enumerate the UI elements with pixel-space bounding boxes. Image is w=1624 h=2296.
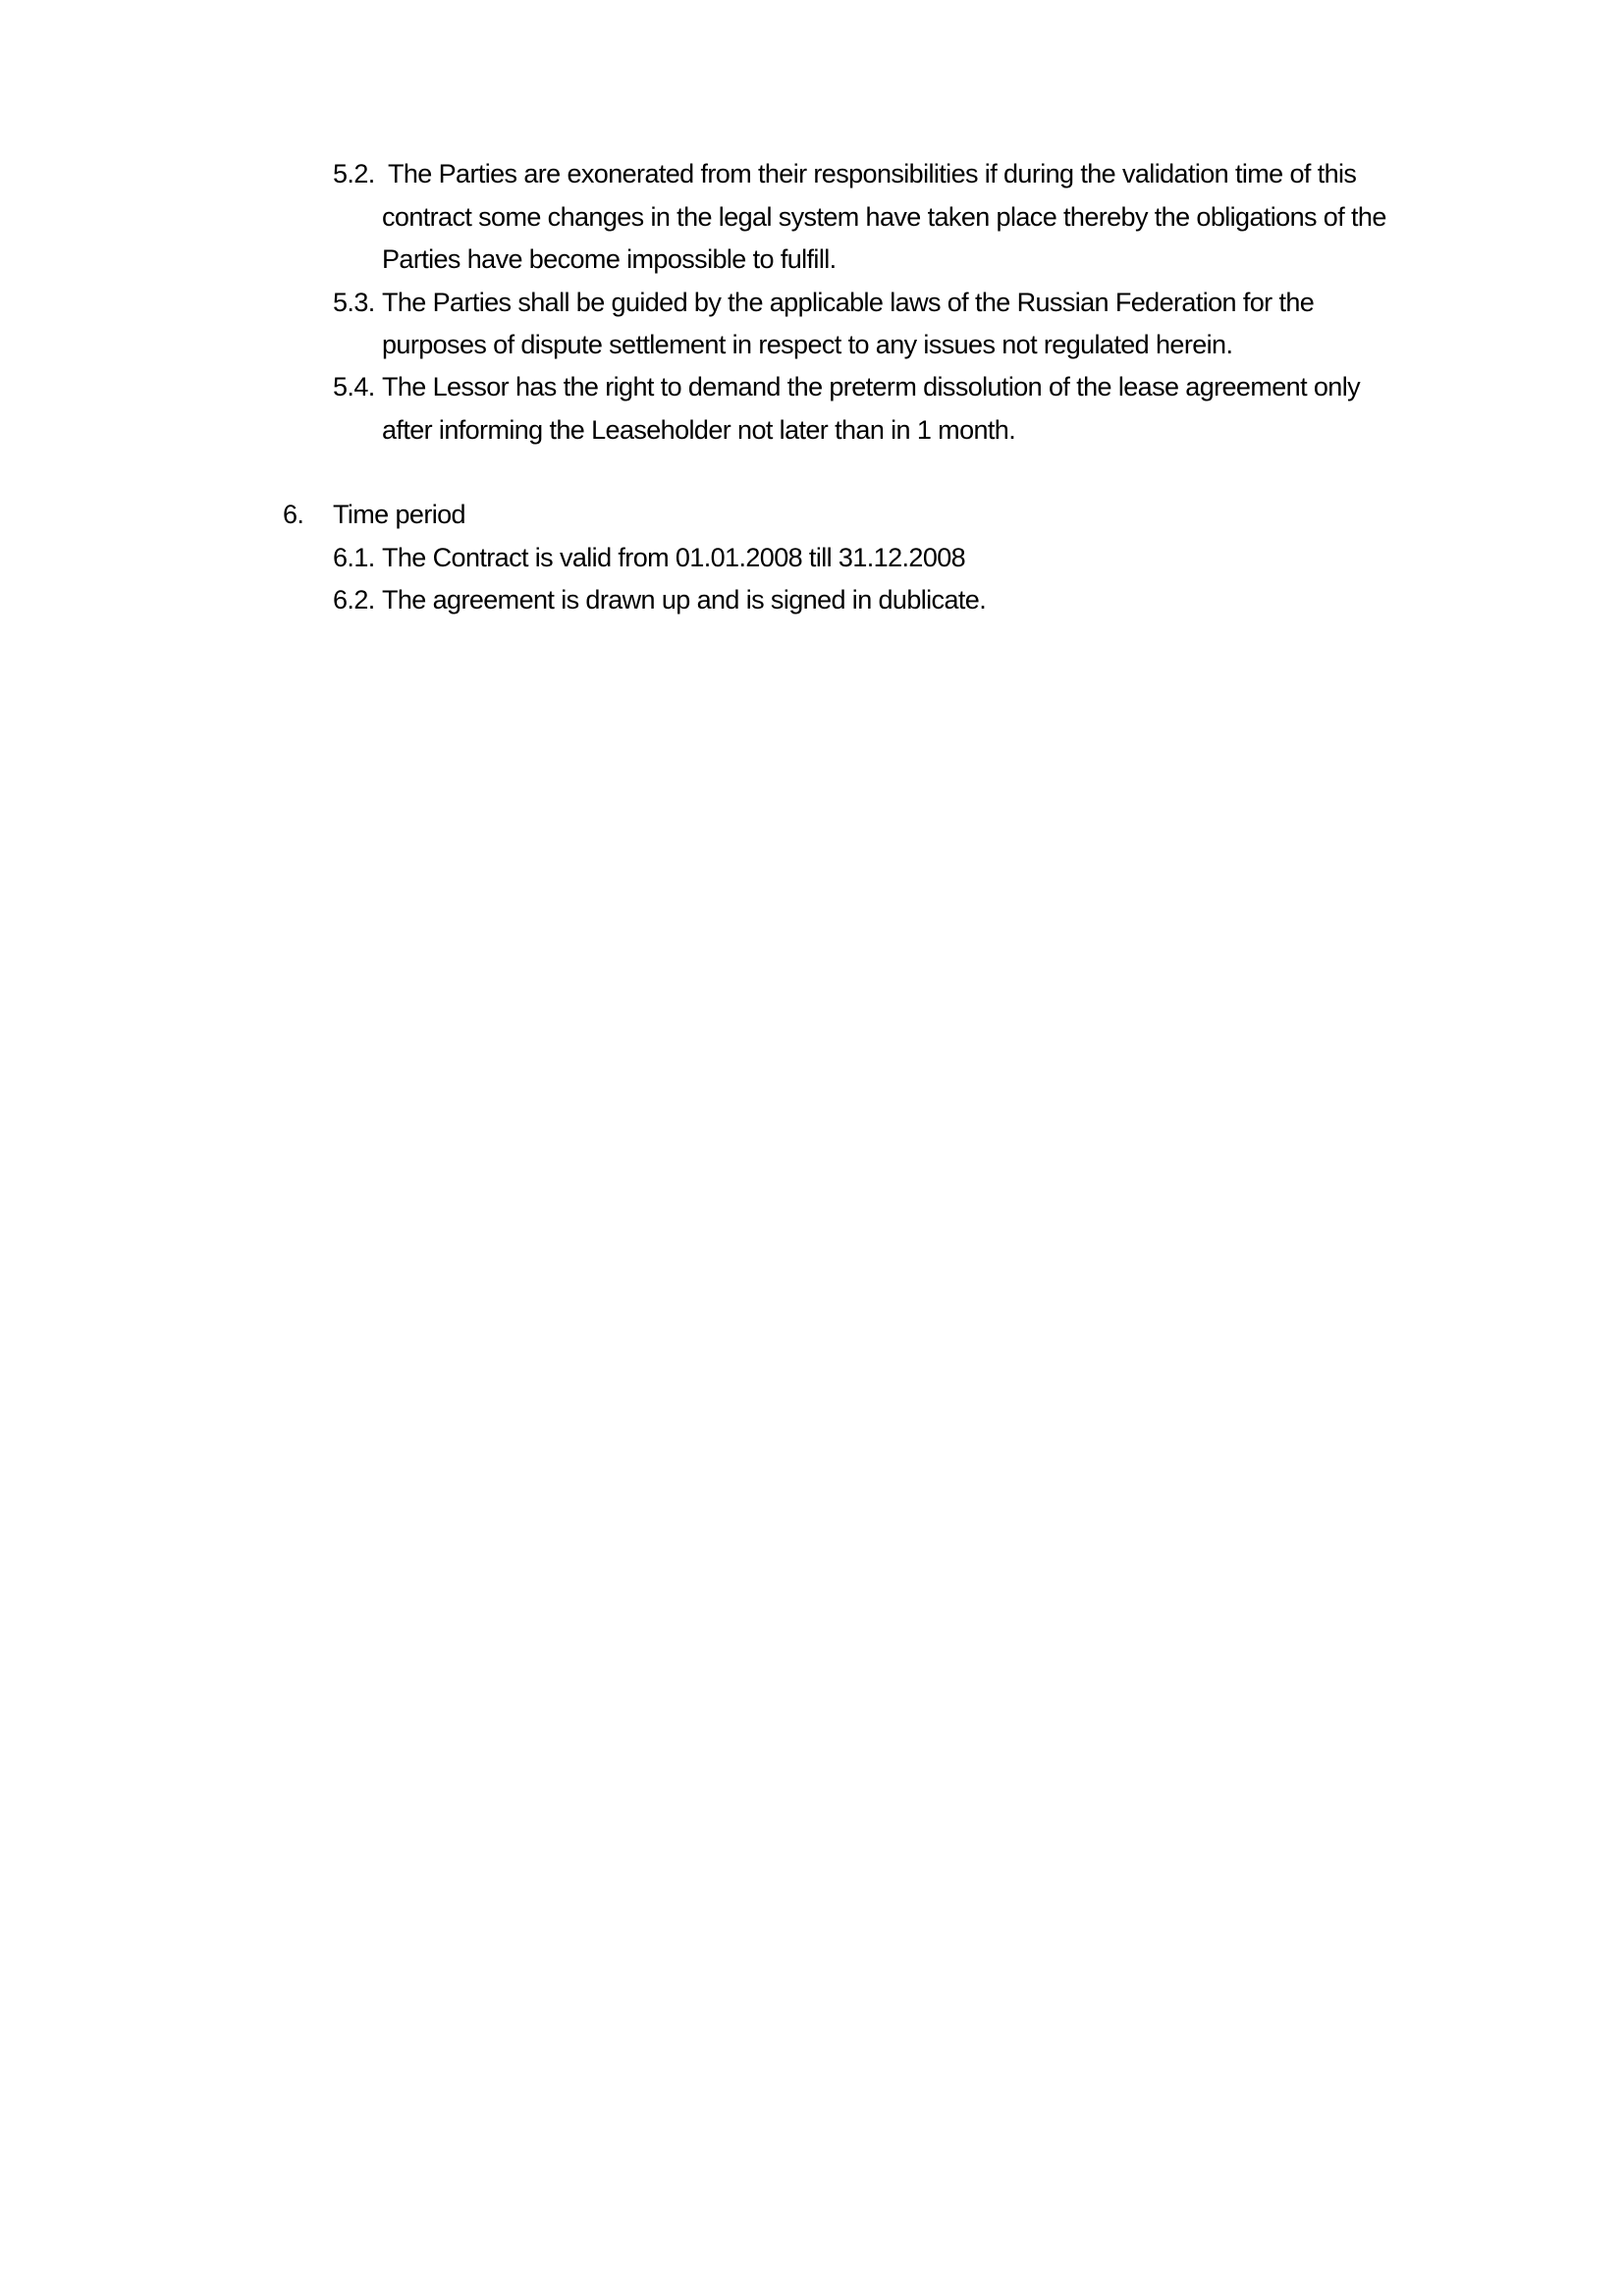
clause-text-line: The Parties are exonerated from their responsibilities if during the validation time of this	[388, 159, 1357, 188]
clause-text-line: purposes of dispute settlement in respect to any issues not regulated herein.	[382, 330, 1233, 359]
clause-text-line: Parties have become impossible to fulfill.	[382, 244, 837, 274]
clause-text-line: contract some changes in the legal system have taken place thereby the obligations of the	[382, 202, 1386, 232]
clause-number: 5.3.	[333, 288, 375, 317]
clause-number: 6.1.	[333, 543, 375, 572]
section-number: 6.	[283, 500, 304, 529]
clause-text-line: The agreement is drawn up and is signed in dublicate.	[382, 585, 987, 614]
clause-number: 5.2.	[333, 159, 375, 188]
clause-text-line: The Parties shall be guided by the applicable laws of the Russian Federation for the	[382, 288, 1315, 317]
section-title: Time period	[333, 500, 465, 529]
clause-number: 6.2.	[333, 585, 375, 614]
clause-text-line: The Lessor has the right to demand the preterm dissolution of the lease agreement only	[382, 372, 1361, 401]
clause-number: 5.4.	[333, 372, 375, 401]
clause-text-line: The Contract is valid from 01.01.2008 till 31.12.2008	[382, 543, 966, 572]
clause-text-line: after informing the Leaseholder not later than in 1 month.	[382, 415, 1016, 445]
